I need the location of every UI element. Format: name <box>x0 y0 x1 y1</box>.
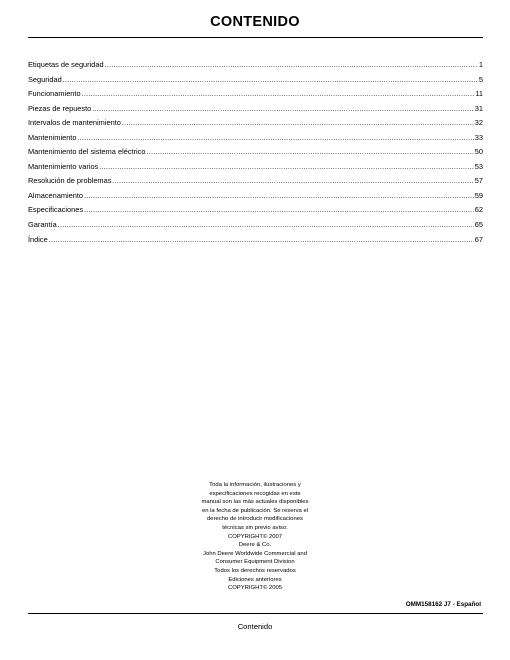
toc-entry[interactable] <box>28 131 483 146</box>
toc-leader-dots <box>105 59 478 74</box>
copyright-line: técnicas sin previo aviso. <box>222 524 288 531</box>
toc-leader-dots <box>84 204 474 219</box>
document-id: OMM158162 J7 - Español <box>405 601 481 608</box>
toc-entry-label: Resolución de problemas <box>28 176 112 186</box>
toc-entry[interactable] <box>28 189 483 204</box>
toc-leader-dots <box>146 146 473 161</box>
toc-entry[interactable] <box>28 218 483 233</box>
toc-entry[interactable] <box>28 145 483 160</box>
toc-entry-page: 11 <box>475 89 483 99</box>
page-footer: Contenido <box>237 622 273 631</box>
table-of-contents <box>28 58 483 247</box>
toc-entry[interactable] <box>28 58 483 73</box>
toc-entry-page: 53 <box>474 161 483 171</box>
toc-entry-page: 1 <box>478 60 483 69</box>
copyright-line: en la fecha de publicación. Se reserva el <box>201 507 309 514</box>
toc-entry-page: 50 <box>474 147 483 157</box>
toc-entry-label: Etiquetas de seguridad <box>28 60 104 69</box>
toc-entry-page: 57 <box>474 176 483 186</box>
copyright-line: Toda la información, ilustraciones y <box>209 482 301 488</box>
toc-leader-dots <box>84 190 474 205</box>
toc-entry[interactable] <box>28 102 483 117</box>
toc-entry-page: 59 <box>474 190 483 200</box>
copyright-line: Ediciones anteriores <box>228 576 282 583</box>
copyright-line: Deere & Co. <box>238 542 272 549</box>
copyright-line: manual son las más actuales disponibles <box>201 499 309 506</box>
toc-entry[interactable] <box>28 73 483 88</box>
copyright-line: COPYRIGHT© 2007 <box>227 533 283 540</box>
toc-leader-dots <box>77 132 473 147</box>
toc-entry-label: Piezas de repuesto <box>28 103 92 113</box>
toc-leader-dots <box>58 219 474 234</box>
toc-entry[interactable] <box>28 174 483 189</box>
toc-entry[interactable] <box>28 116 483 131</box>
toc-entry-label: Intervalos de mantenimiento <box>28 118 121 128</box>
copyright-line: especificaciones recogidas en este <box>209 490 301 497</box>
toc-entry[interactable] <box>28 203 483 218</box>
toc-entry-label: Índice <box>28 234 48 244</box>
toc-entry-label: Mantenimiento del sistema eléctrico <box>28 147 146 157</box>
toc-entry-label: Seguridad <box>28 74 62 84</box>
copyright-notice <box>180 481 330 593</box>
toc-entry-page: 33 <box>474 132 483 142</box>
toc-entry-page: 31 <box>474 103 483 113</box>
copyright-line: COPYRIGHT© 2005 <box>227 585 283 592</box>
toc-leader-dots <box>63 74 478 89</box>
toc-entry-label: Especificaciones <box>28 205 84 215</box>
toc-entry-label: Mantenimiento varios <box>28 161 99 171</box>
toc-leader-dots <box>49 234 474 249</box>
copyright-line: derecho de introducir modificaciones <box>207 516 303 523</box>
toc-entry[interactable] <box>28 87 483 102</box>
toc-entry-page: 65 <box>474 220 483 230</box>
toc-entry-label: Garantía <box>28 220 57 230</box>
copyright-line: John Deere Worldwide Commercial and <box>202 550 307 557</box>
toc-leader-dots <box>99 161 474 176</box>
toc-entry-label: Almacenamiento <box>28 190 84 200</box>
toc-entry-page: 62 <box>474 205 483 215</box>
toc-leader-dots <box>112 175 473 190</box>
toc-leader-dots <box>82 88 475 103</box>
page-title: CONTENIDO <box>210 14 300 30</box>
copyright-line: Todos los derechos reservados <box>214 567 296 574</box>
title-divider <box>28 37 483 38</box>
copyright-line: Consumer Equipment Division <box>215 559 295 566</box>
toc-entry-label: Mantenimiento <box>28 132 77 142</box>
toc-entry-page: 67 <box>474 234 483 244</box>
footer-divider <box>28 613 483 614</box>
toc-entry-page: 32 <box>474 118 483 128</box>
toc-entry[interactable] <box>28 160 483 175</box>
toc-entry-label: Funcionamiento <box>28 89 81 99</box>
toc-entry[interactable] <box>28 233 483 248</box>
toc-leader-dots <box>92 103 473 118</box>
toc-entry-page: 5 <box>478 74 483 84</box>
toc-leader-dots <box>122 117 474 132</box>
